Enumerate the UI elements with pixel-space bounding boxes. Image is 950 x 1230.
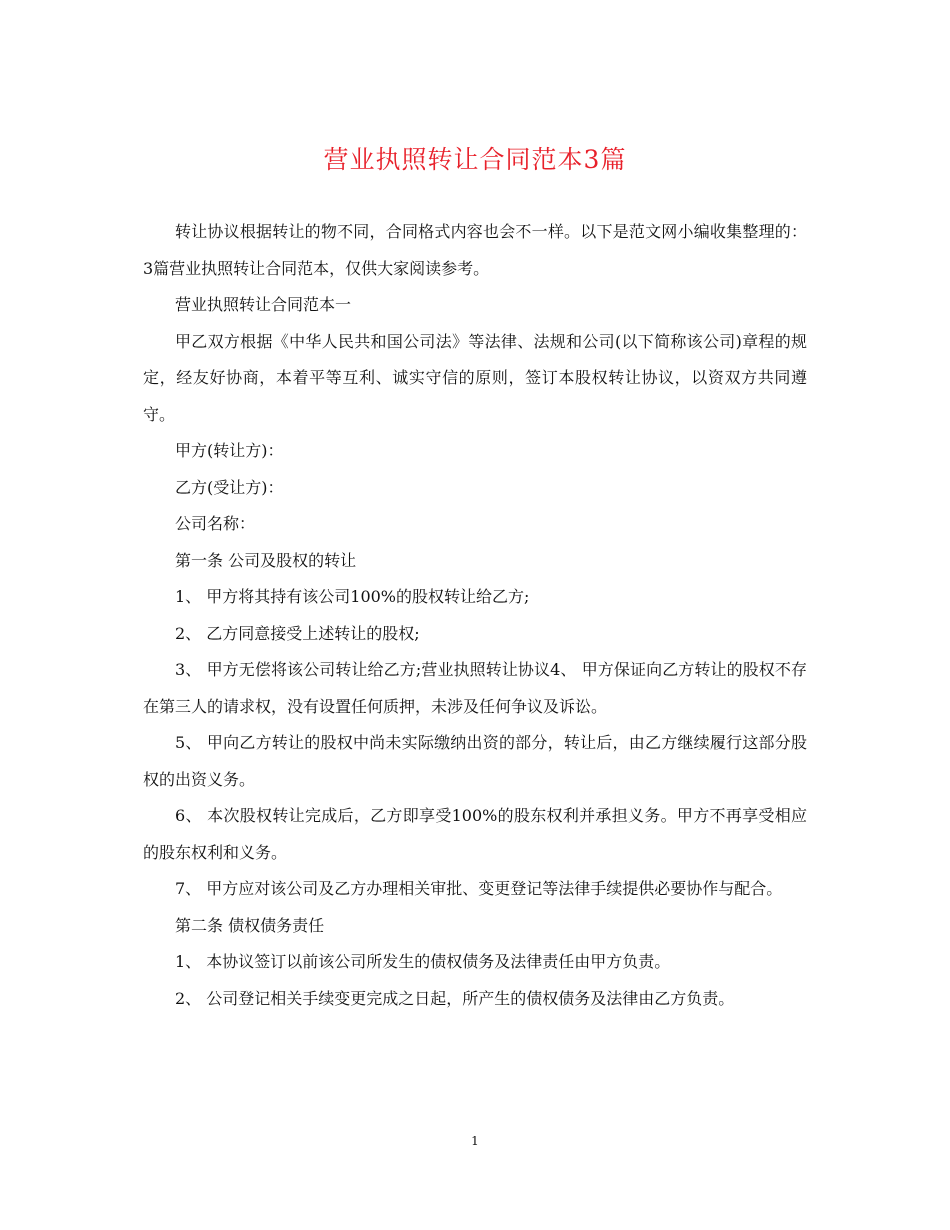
paragraph-intro: 转让协议根据转让的物不同，合同格式内容也会不一样。以下是范文网小编收集整理的：3篇营业执照转让合同范本，仅供大家阅读参考。 — [143, 222, 807, 278]
party-b-line: 乙方(受让方)： — [175, 477, 284, 497]
company-name-line: 公司名称： — [175, 514, 256, 533]
document-title: 营业执照转让合同范本3篇 — [323, 145, 627, 174]
section-heading-contract-one: 营业执照转让合同范本一 — [175, 295, 352, 314]
document-body — [143, 214, 807, 1017]
article-one-heading: 第一条 公司及股权的转让 — [175, 550, 357, 570]
clause-1-1: 1、 甲方将其持有该公司100%的股权转让给乙方; — [175, 587, 530, 606]
clause-2-1: 1、 本协议签订以前该公司所发生的债权债务及法律责任由甲方负责。 — [175, 952, 671, 971]
clause-1-3: 3、 甲方无偿将该公司转让给乙方;营业执照转让协议4、 甲方保证向乙方转让的股权不存在第三人的请求权，没有设置任何质押，未涉及任何争议及诉讼。 — [143, 660, 807, 716]
clause-1-6: 6、 本次股权转让完成后，乙方即享受100%的股东权利并承担义务。甲方不再享受相应的股东权利和义务。 — [143, 806, 807, 862]
party-a-line: 甲方(转让方)： — [175, 441, 284, 460]
clause-1-5: 5、 甲向乙方转让的股权中尚未实际缴纳出资的部分，转让后，由乙方继续履行这部分股权的出资义务。 — [143, 733, 807, 789]
clause-1-2: 2、 乙方同意接受上述转让的股权; — [175, 623, 420, 643]
page-number: 1 — [471, 1134, 479, 1148]
paragraph-preamble: 甲乙双方根据《中华人民共和国公司法》等法律、法规和公司(以下简称该公司)章程的规定，经友好协商，本着平等互利、诚实守信的原则，签订本股权转让协议，以资双方共同遵守。 — [143, 331, 807, 424]
clause-1-7: 7、 甲方应对该公司及乙方办理相关审批、变更登记等法律手续提供必要协作与配合。 — [175, 879, 783, 898]
clause-2-2: 2、 公司登记相关手续变更完成之日起，所产生的债权债务及法律由乙方负责。 — [175, 988, 735, 1008]
article-two-heading: 第二条 债权债务责任 — [175, 915, 325, 935]
